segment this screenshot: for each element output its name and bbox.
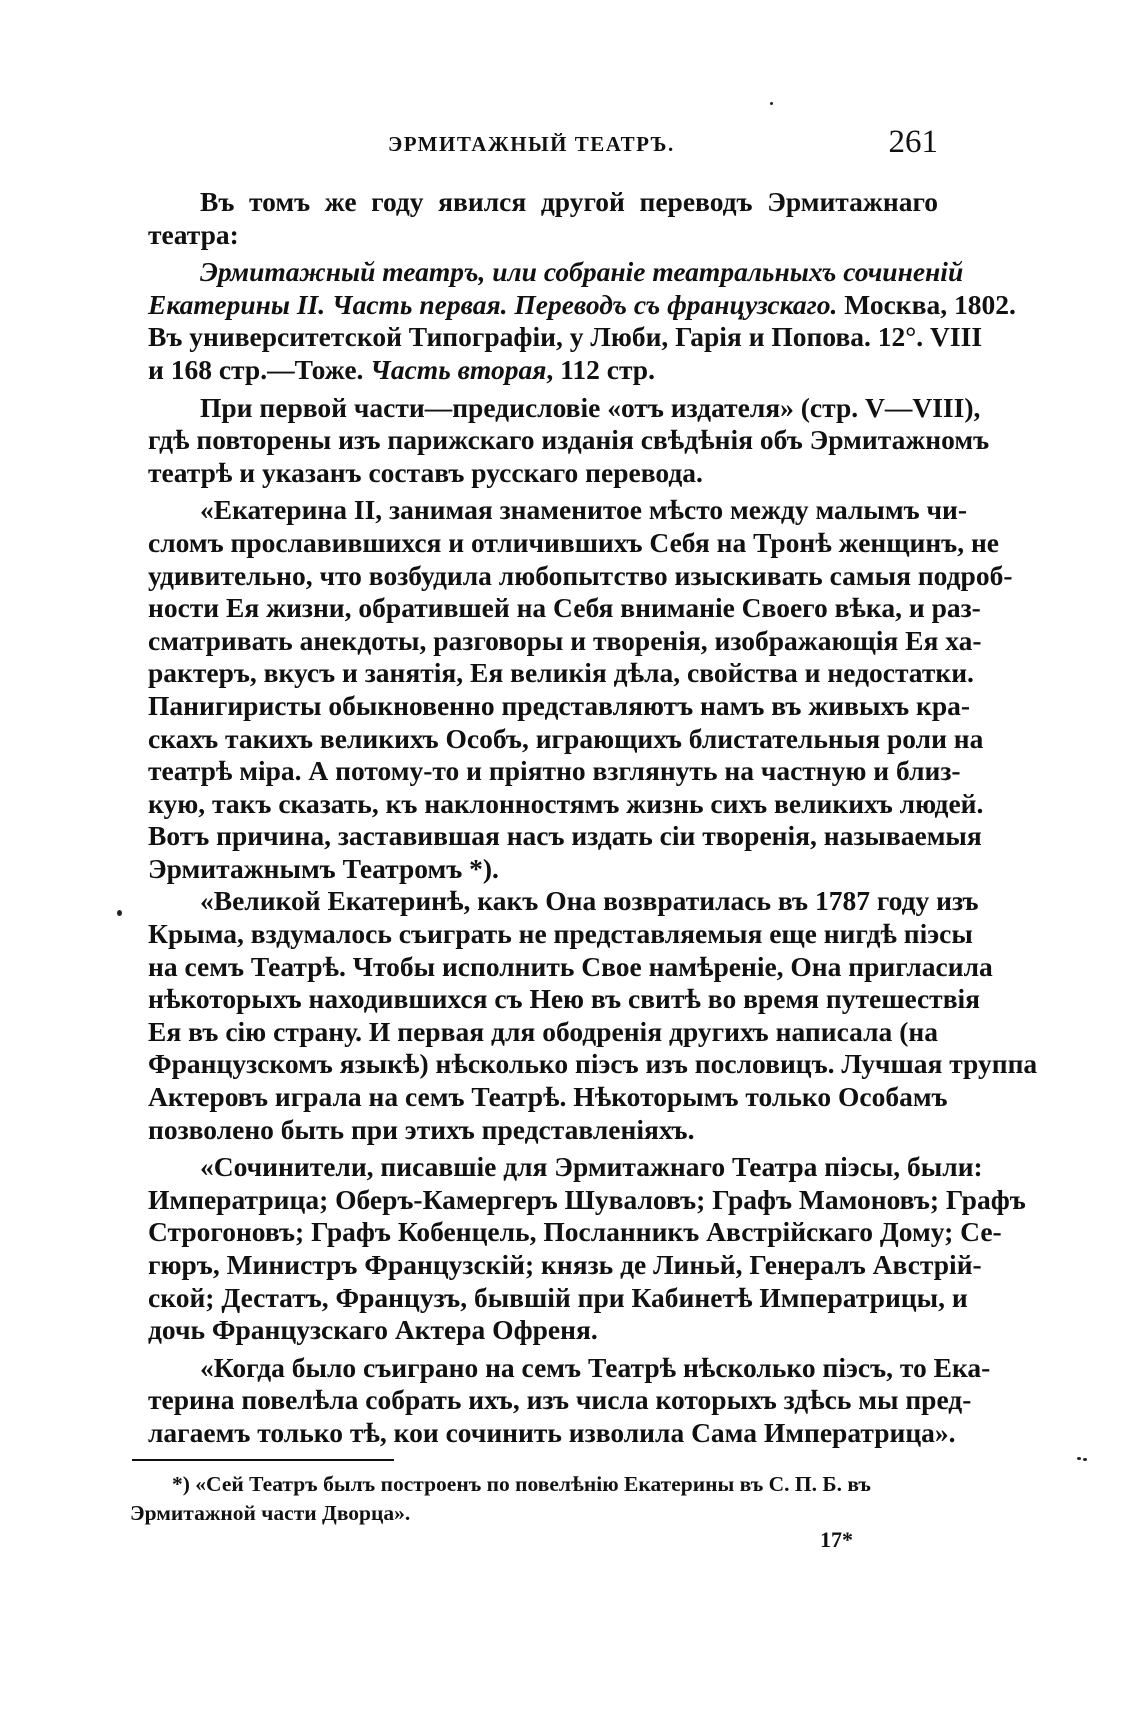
imprint-text: Москва, 1802. [837,288,1016,320]
text-line: «Когда было съиграно на семъ Театрѣ нѣсколько піэсъ, то Ека- [200,1351,991,1383]
print-speck [770,102,773,105]
text-line: Въ томъ же году явился другой переводъ Эрмитажнаго [200,186,938,217]
text-line: ности Ея жизни, обратившей на Себя вниманіе Своего вѣка, и раз- [148,592,981,624]
text-line [148,354,938,387]
text-line: Ея въ сію страну. И первая для ободренія другихъ написала (на [148,1015,938,1047]
text-line: театра: [148,218,239,250]
paragraph-quote-2 [148,885,1038,1146]
paragraph-intro [148,186,938,251]
print-speck [1077,1457,1081,1460]
text-line: Въ университетской Типографіи, у Люби, Гарія и Попова. 12°. VIII [148,321,983,353]
text-line: рактеръ, вкусъ и занятія, Ея великія дѣла, свойства и недостатки. [148,657,974,689]
page-number: 261 [888,124,938,160]
text-line: кую, такъ сказать, къ наклонностямъ жизнь сихъ великихъ людей. [148,787,984,819]
text-line: гдѣ повторены изъ парижскаго изданія свѣдѣнія объ Эрмитажномъ [148,424,990,456]
text-line: Эрмитажный театръ, или собраніе театральныхъ сочиненій [200,256,964,288]
text-line: скахъ такихъ великихъ Особъ, играющихъ блистательныя роли на [148,722,984,754]
paragraph-quote-1 [148,494,1013,885]
text-line: театрѣ міра. А потому-то и пріятно взглянуть на частную и близ- [148,755,961,787]
footnote [130,1470,960,1528]
text-line: ской; Дестатъ, Французъ, бывшій при Кабинетѣ Императрицы, и [148,1281,968,1313]
paragraph-quote-4 [148,1351,991,1450]
pages-text: , 112 стр. [546,353,655,385]
text-line: «Великой Екатеринѣ, какъ Она возвратилась въ 1787 году изъ [200,885,979,917]
body-text [148,186,1038,1450]
italic-title: Екатерины II. Часть первая. Переводъ съ французскаго. [148,288,838,320]
text-line: терина повелѣла собрать ихъ, изъ числа которыхъ здѣсь мы пред- [148,1384,972,1416]
text-line: «Сочинители, писавшіе для Эрмитажнаго Театра піэсы, были: [200,1151,983,1183]
footnote-rule [132,1459,394,1461]
text-line: удивительно, что возбудила любопытство изыскивать самыя подроб- [148,559,1013,591]
print-speck [117,910,122,916]
footnote-line: *) «Сей Театръ былъ построенъ по повелѣнію Екатерины въ С. П. Б. въ [172,1472,871,1496]
italic-title: Часть вторая [370,353,547,385]
footnote-line: Эрмитажной части Дворца». [130,1501,411,1525]
text-line: Крыма, вздумалось съиграть не представляемыя еще нигдѣ піэсы [148,918,973,950]
text-line: сматривать анекдоты, разговоры и творенія, изображающія Ея ха- [148,624,982,656]
text-line: гюръ, Министръ Французскій; князь де Линьй, Генералъ Австрій- [148,1249,982,1280]
paragraph-bibliography [148,256,1016,386]
paragraph-preface [148,391,990,490]
text-line: Строгоновъ; Графъ Кобенцель, Посланникъ Австрійскаго Дому; Се- [148,1216,1002,1248]
text-line: дочь Французскаго Актера Офреня. [148,1314,598,1346]
running-title: ЭРМИТАЖНЫЙ ТЕАТРЪ. [388,132,675,156]
text-line: лагаемъ только тѣ, кои сочинить изволила Сама Императрица». [148,1416,956,1448]
text-line: Панигиристы обыкновенно представляютъ намъ въ живыхъ кра- [148,689,971,721]
pages-text: и 168 стр.—Тоже. [148,353,371,385]
text-line: При первой части—предисловіе «отъ издателя» (стр. V—VIII), [200,391,981,423]
text-line: Вотъ причина, заставившая насъ издать сіи творенія, называемыя [148,820,982,852]
text-line: Французскомъ языкѣ) нѣсколько піэсъ изъ пословицъ. Лучшая труппа [148,1048,1038,1080]
signature-mark: 17* [820,1527,853,1552]
text-line: на семъ Театрѣ. Чтобы исполнить Свое намѣреніе, Она пригласила [148,950,993,982]
text-line [148,288,1016,322]
paragraph-quote-3 [148,1151,1026,1347]
running-head [148,126,938,166]
text-line: позволено быть при этихъ представленіяхъ. [148,1113,695,1145]
text-line: нѣкоторыхъ находившихся съ Нею въ свитѣ во время путешествія [148,983,981,1015]
text-line: Эрмитажнымъ Театромъ *). [148,852,499,884]
print-speck [1083,1458,1087,1461]
text-line: сломъ прославившихся и отличившихъ Себя на Тронѣ женщинъ, не [148,526,999,558]
text-line: театрѣ и указанъ составъ русскаго перевода. [148,456,703,488]
text-line: Актеровъ играла на семъ Театрѣ. Нѣкоторымъ только Особамъ [148,1081,948,1113]
text-line: Императрица; Оберъ-Камергеръ Шуваловъ; Графъ Мамоновъ; Графъ [148,1183,1026,1215]
text-line: «Екатерина II, занимая знаменитое мѣсто между малымъ чи- [200,494,968,526]
